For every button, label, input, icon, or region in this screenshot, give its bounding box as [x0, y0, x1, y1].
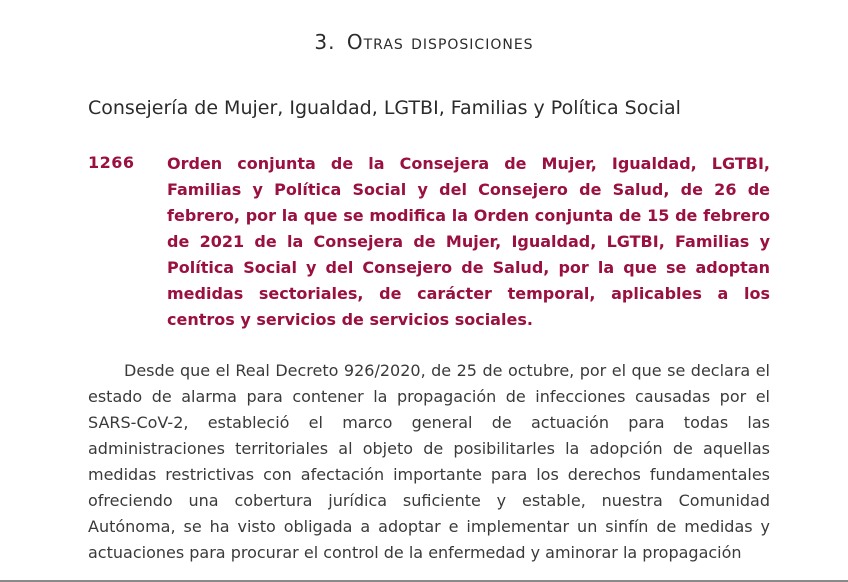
- entry-title: Orden conjunta de la Consejera de Mujer, Igualdad, LGTBI, Familias y Política Social y del Consejero de Salud, de 26 de febrero, por la que se modifica la Orden conjunta de 15 de febrero de 2021 de la Consejera de Mujer, Igualdad, LGTBI, Familias y Política Social y del Consejero de Salud, por la que se adoptan medidas sectoriales, de carácter temporal, aplicables a los centros y servicios de servicios sociales.: [167, 154, 770, 329]
- entry-number: 1266: [88, 153, 135, 172]
- section-heading: [0, 30, 848, 54]
- section-number: 3.: [314, 30, 336, 54]
- body-paragraph: Desde que el Real Decreto 926/2020, de 25 de octubre, por el que se declara el estado de alarma para contener la propagación de infecciones causadas por el SARS-CoV-2, estableció el marco general de actuación para todas las administraciones territoriales al objeto de posibilitarles la adopción de aquellas medidas restrictivas con afectación importante para los derechos fundamentales ofreciendo una cobertura jurídica suficiente y estable, nuestra Comunidad Autónoma, se ha visto obligada a adoptar e implementar un sinfín de medidas y actuaciones para procurar el control de la enfermedad y aminorar la propagación: [88, 361, 770, 562]
- organization-heading: Consejería de Mujer, Igualdad, LGTBI, Familias y Política Social: [88, 97, 681, 119]
- section-title-text: Otras disposiciones: [346, 30, 534, 54]
